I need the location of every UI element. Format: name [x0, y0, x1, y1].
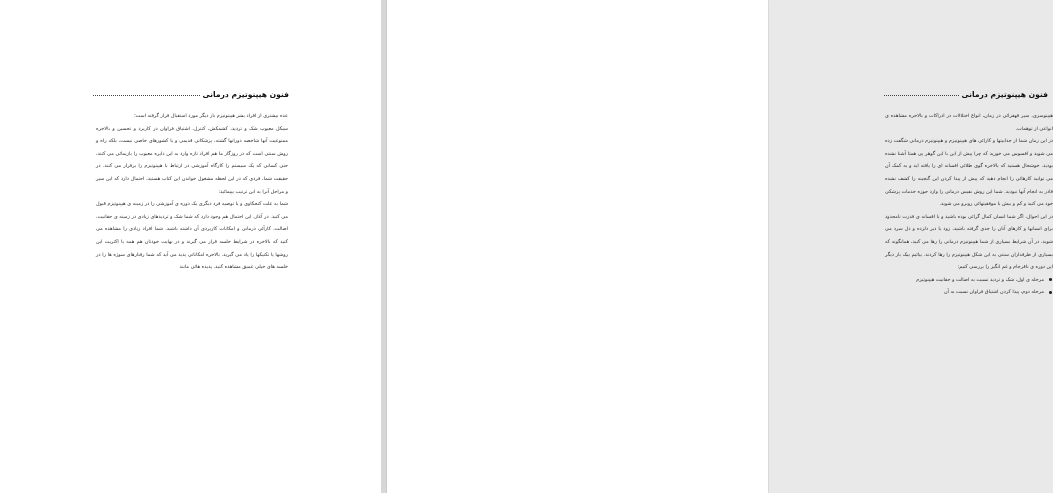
left-page [0, 0, 381, 493]
paragraph: سیکل معیوب شک و تردید، کشمکش، کنترل، اشتیاق فراوان در کاربرد و تحسین و بالاخره ممنوعیت آنها شاخصه دورانها گشته، پزشکانی قدیمی و یا کشورهای خاصی نیست، بلکه راه و روش سنتی است که در روزگار ما هم افراد تازه وارد به این دایره معیوب را بازیمائی می کنند، حتی کسانی که یک سیستم را کارگاه آموزشی در ارتباط با هیپنوتیزم را برقرار می کنند. در حقیقت شما، فردی که در این لحظه مشغول خواندن این کتاب هستید، احتمال دارد که این سیر و مراحل آنرا به این ترتیب بپیمائید: [96, 125, 288, 195]
paragraph: شما به علت کنجکاوی و یا توصیه فرد دیگری یک دوره ی آموزشی را در زمینه ی هیپنوتیزم قبول می کنید. در آغاز، این احتمال هم وجود دارد که شما شک و تردیدهای زیادی در زمینه ی حقانیت، اصالت، کارآئی درمانی و امکانات کاربردی آن داشته باشید. شما افراد زیادی را مشاهده می کنید که بالاخره در شرایط خلسه قرار می گیرند و در نهایت خودتان هم همه یا اکثریت این روشها یا تکنیکها را یاد می گیرید. بالاخره امکاناتی پدید می آید که شما رفتارهای سوژه ها را در خلسه های خیلی عمیق مشاهده کنید. پدیده هائی مانند [96, 201, 288, 271]
page-header [93, 83, 289, 99]
bullet-item: مرحله دوم، پیدا کردن اشتیاق فراوان نسبت به آن [885, 286, 1053, 299]
running-header-title: فنون هیپنوتیزم درمانی [961, 90, 1048, 99]
bullet-list [885, 274, 1053, 299]
page-body [96, 110, 288, 274]
paragraph: در این زمان شما از جذابیتها و کارائی های هیپنوتیزم و هیپنوتیزم درمانی شگفت زده می شوید و افسوس می خورید که چرا پیش از این با این گوهر پی همتا آشنا نشده بودید. خوشحال هستید که بالاخره گوی طلائی افسانه ای را یافته اید و به کمک آن می توانید کارهائی را انجام دهید که پیش از پیدا کردن این گنجینه را کشف نشده قادر به انجام آنها نبودید. شما این روش نفیس درمانی را وارد حوزه خدمات پزشکی خود می کنید و کم و بیش با موفقیتهائی روبرو می شوید. [885, 138, 1053, 208]
bullet-item: مرحله ی اول، شک و تردید نسبت به اصالت و حقانیت هیپنوتیزم [885, 274, 1053, 287]
right-page [387, 0, 1053, 493]
paragraph: عده بیشتری از افراد بشر هیپنوتیزم باز دیگر مورد استقبال قرار گرفته است؛ [134, 113, 288, 119]
header-dotted-rule [93, 95, 200, 96]
page-header [884, 83, 1048, 99]
page-body [885, 110, 1053, 299]
paragraph: در این احوال، اگر شما انسان کمال گرائی بوده باشید و با افسانه ی قدرت نامحدود برای انسانها و کارهای آنان را جدی گرفته باشید، زود یا دیر دلزده و دل سرد می شوید. در آن شرایط بسیاری از شما هیپنوتیزم درمانی را رها می کنید، همانگونه که بسیاری از طرفداران سنتی به این شکل هیپنوتیزم را رها کردند. بیائیم بیک بار دیگر این دوره ی ناقرجام و غم انگیز را بررسی کنیم: [885, 213, 1053, 271]
header-dotted-rule [884, 95, 959, 96]
running-header-title: فنون هیپنوتیزم درمانی [202, 90, 289, 99]
paragraph: هیپنوسزی، سیر قهقرائی در زمان، انواع اختلالات در ادراکات و بالاخره مشاهده ی انواعی از توهمات. [885, 113, 1053, 132]
